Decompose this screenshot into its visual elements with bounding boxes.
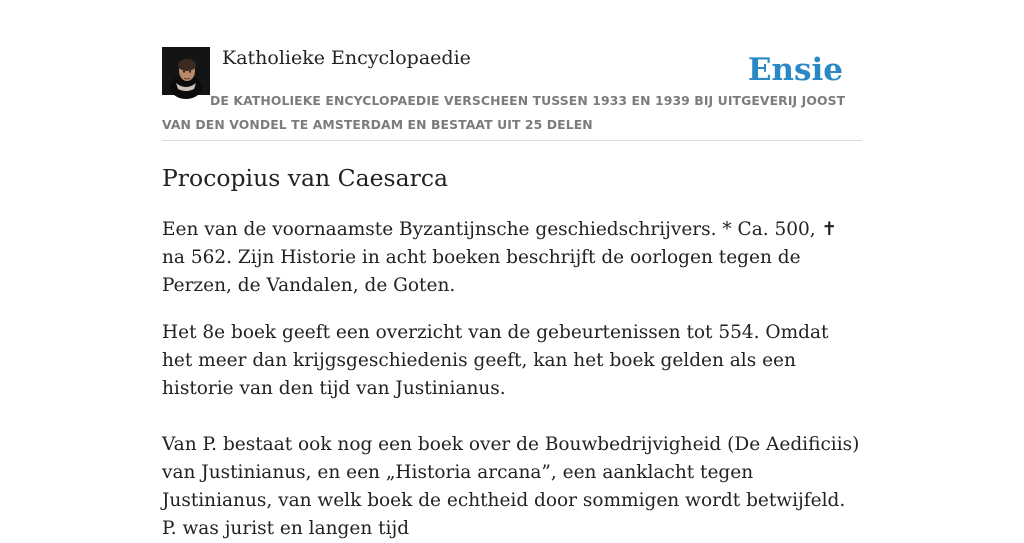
source-description: DE KATHOLIEKE ENCYCLOPAEDIE VERSCHEEN TUSSEN 1933 EN 1939 BIJ UITGEVERIJ JOOST VAN DEN VONDEL TE AMSTERDAM EN BESTAAT UIT 25 DELEN (162, 93, 846, 132)
article-title: Procopius van Caesarca (162, 164, 448, 192)
brand-logo[interactable]: Ensie (747, 52, 843, 88)
article-paragraph: Van P. bestaat ook nog een boek over de Bouwbedrijvigheid (De Aedificiis) van Justinianus, en een „Historia arcana”, een aanklacht tegen Justinianus, van welk boek de echtheid door sommigen wordt betwijfeld. P. was jurist en langen tijd (162, 434, 860, 539)
source-header (162, 46, 862, 141)
article-paragraph: Een van de voornaamste Byzantijnsche geschiedschrijvers. * Ca. 500, ✝ na 562. Zijn Historie in acht boeken beschrijft de oorlogen tegen de Perzen, de Vandalen, de Goten. (162, 219, 838, 296)
article-paragraph: Het 8e boek geeft een overzicht van de gebeurtenissen tot 554. Omdat het meer dan krijgsgeschiedenis geeft, kan het boek gelden als een historie van den tijd van Justinianus. (162, 322, 829, 399)
source-avatar[interactable] (162, 47, 210, 95)
article (162, 160, 862, 543)
source-name[interactable]: Katholieke Encyclopaedie (222, 47, 471, 69)
portrait-icon (162, 47, 210, 95)
